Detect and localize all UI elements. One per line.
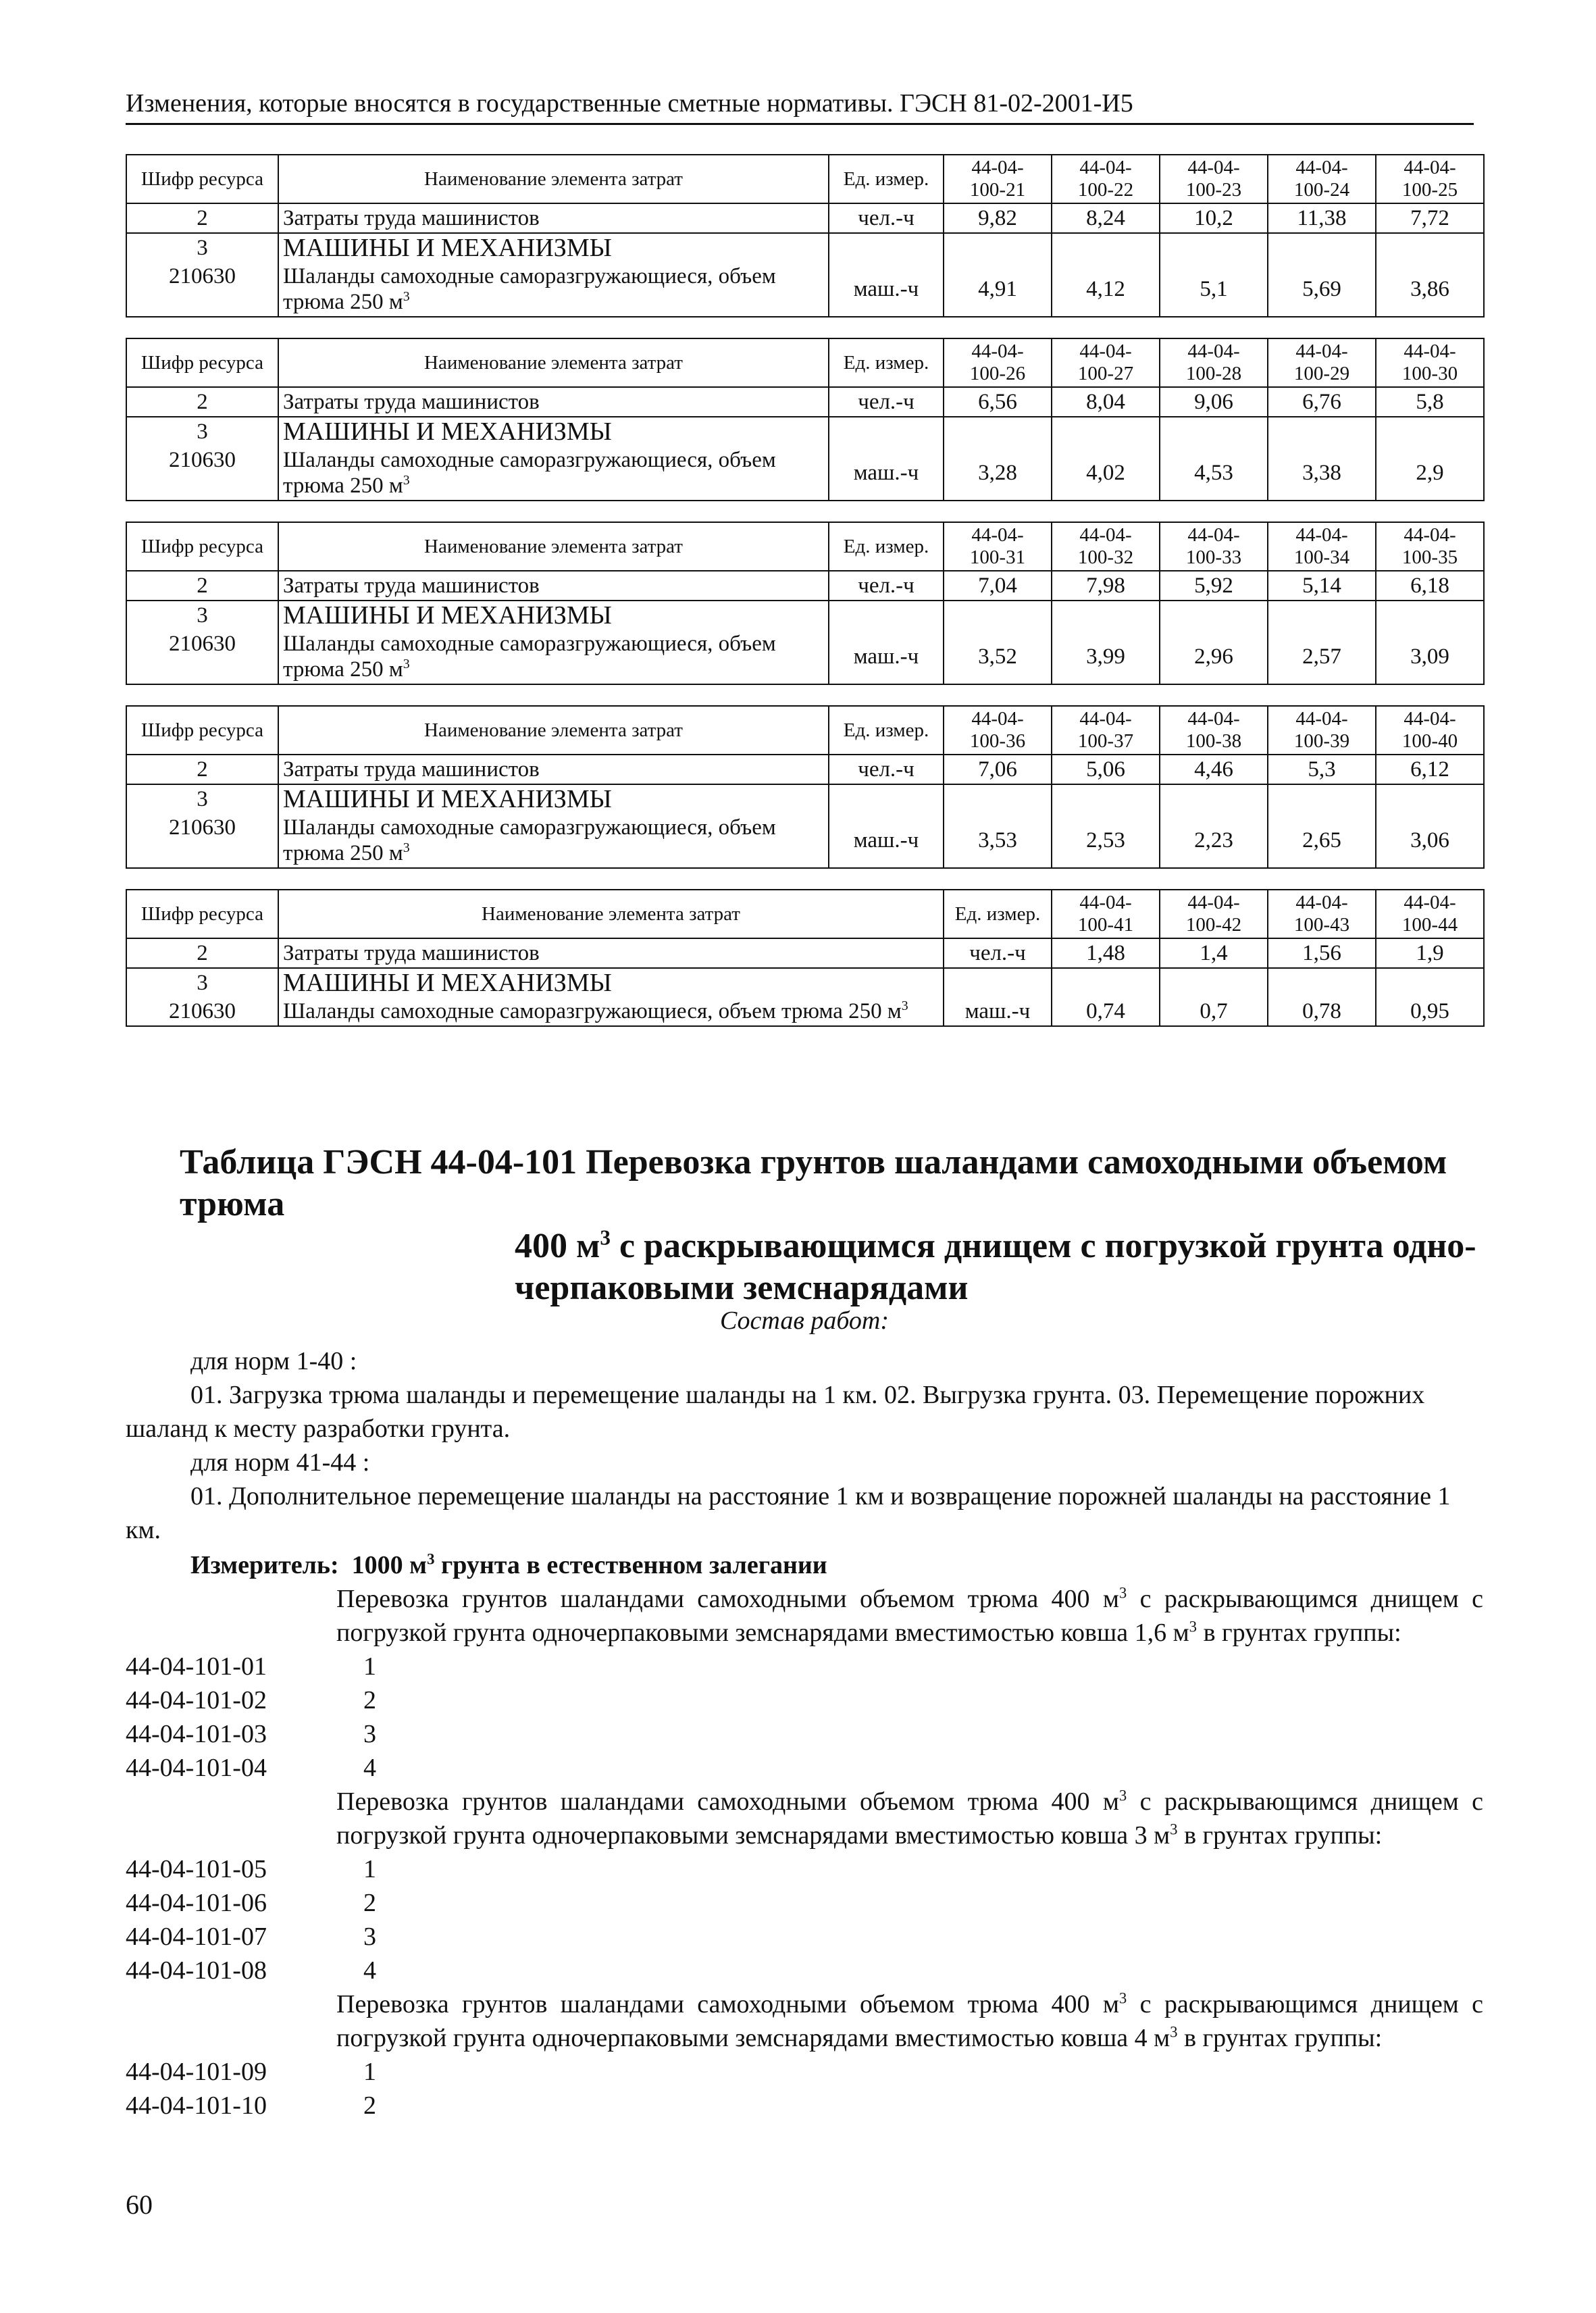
empty-cell xyxy=(944,601,1052,630)
header-code: Шифр ресурса xyxy=(126,155,278,203)
title-line-2: 400 $м^3$ с раскрывающимся днищем с погрузкой грунта одно- xyxy=(515,1225,1476,1265)
row-name: Шаланды самоходные саморазгружающиеся, объем трюма 250 $м^3$ xyxy=(278,630,829,684)
norm-groups xyxy=(126,1582,1483,2123)
norm-code: 44-04-101-01 xyxy=(126,1652,267,1681)
row-value: 2,57 xyxy=(1268,630,1376,684)
header-norm-code: 44-04- 100-30 xyxy=(1376,338,1484,387)
header-norm-code: 44-04- 100-44 xyxy=(1376,890,1484,938)
row-code: 210630 xyxy=(126,446,278,501)
header-norm-code: 44-04- 100-41 xyxy=(1052,890,1160,938)
list-item xyxy=(126,1886,1483,1920)
list-item xyxy=(126,1683,1483,1717)
composition-heading: Состав работ: xyxy=(719,1306,890,1335)
row-value: 4,12 xyxy=(1052,262,1160,317)
soil-group-number: 1 xyxy=(363,1652,376,1681)
superscript: 3 xyxy=(1118,1584,1127,1602)
header-norm-code: 44-04- 100-34 xyxy=(1268,522,1376,571)
empty-cell xyxy=(944,968,1052,997)
empty-cell xyxy=(1052,968,1160,997)
row-value: 5,1 xyxy=(1160,262,1268,317)
header-code: Шифр ресурса xyxy=(126,706,278,755)
table-row xyxy=(126,630,1484,684)
empty-cell xyxy=(1268,233,1376,262)
row-value: 3,99 xyxy=(1052,630,1160,684)
row-value: 10,2 xyxy=(1160,203,1268,233)
row-value: 5,3 xyxy=(1268,755,1376,784)
empty-cell xyxy=(829,601,944,630)
list-item xyxy=(126,1954,1483,1987)
empty-cell xyxy=(1376,233,1484,262)
superscript: 3 xyxy=(1189,1618,1198,1635)
row-value: 5,14 xyxy=(1268,571,1376,601)
header-norm-code: 44-04- 100-25 xyxy=(1376,155,1484,203)
row-unit: маш.-ч xyxy=(829,446,944,501)
row-value: 7,98 xyxy=(1052,571,1160,601)
list-item xyxy=(126,1650,1483,1683)
norm-code: 44-04-101-05 xyxy=(126,1855,267,1883)
soil-group-number: 3 xyxy=(363,1720,376,1748)
row-value: 6,76 xyxy=(1268,387,1376,417)
row-unit: чел.-ч xyxy=(829,203,944,233)
row-code: 210630 xyxy=(126,997,278,1026)
empty-cell xyxy=(1052,233,1160,262)
row-value: 2,96 xyxy=(1160,630,1268,684)
header-name: Наименование элемента затрат xyxy=(278,706,829,755)
measure-value: 1000 $м^3$ грунта в естественном залегании xyxy=(351,1550,827,1579)
table-header-row xyxy=(126,155,1484,203)
header-norm-code: 44-04- 100-40 xyxy=(1376,706,1484,755)
measure-line: Измеритель: 1000 $м^3$ грунта в естественном залегании xyxy=(190,1550,827,1579)
row-value: 3,06 xyxy=(1376,813,1484,868)
row-value: 2,9 xyxy=(1376,446,1484,501)
row-value: 4,46 xyxy=(1160,755,1268,784)
section-title: МАШИНЫ И МЕХАНИЗМЫ xyxy=(278,601,829,630)
soil-group-number: 3 xyxy=(363,1923,376,1951)
row-value: 4,91 xyxy=(944,262,1052,317)
header-norm-code: 44-04- 100-23 xyxy=(1160,155,1268,203)
row-name: Шаланды самоходные саморазгружающиеся, объем трюма 250 $м^3$ xyxy=(278,262,829,317)
header-norm-code: 44-04- 100-42 xyxy=(1160,890,1268,938)
row-value: 3,09 xyxy=(1376,630,1484,684)
row-value: 0,7 xyxy=(1160,997,1268,1026)
table-row xyxy=(126,784,1484,813)
row-value: 6,18 xyxy=(1376,571,1484,601)
empty-cell xyxy=(1268,417,1376,446)
empty-cell xyxy=(1376,784,1484,813)
row-value: 6,12 xyxy=(1376,755,1484,784)
list-item xyxy=(126,2089,1483,2123)
norms-1-40-label: для норм 1-40 : xyxy=(190,1347,357,1375)
superscript: 3 xyxy=(1170,1821,1178,1838)
row-name: Затраты труда машинистов xyxy=(278,387,829,417)
row-value: 1,48 xyxy=(1052,938,1160,968)
page-header: Изменения, которые вносятся в государственные сметные нормативы. ГЭСН 81-02-2001-И5 xyxy=(126,88,1474,125)
table-row xyxy=(126,387,1484,417)
list-item xyxy=(126,1852,1483,1886)
empty-cell xyxy=(1376,968,1484,997)
row-code: 2 xyxy=(126,938,278,968)
section-title: МАШИНЫ И МЕХАНИЗМЫ xyxy=(278,968,944,997)
row-value: 3,28 xyxy=(944,446,1052,501)
norm-table xyxy=(126,154,1485,317)
empty-cell xyxy=(1160,601,1268,630)
row-value: 8,04 xyxy=(1052,387,1160,417)
empty-cell xyxy=(1160,233,1268,262)
empty-cell xyxy=(1376,601,1484,630)
row-value: 5,06 xyxy=(1052,755,1160,784)
empty-cell xyxy=(1052,417,1160,446)
row-name: Затраты труда машинистов xyxy=(278,571,829,601)
table-title xyxy=(180,1142,1483,1309)
header-code: Шифр ресурса xyxy=(126,890,278,938)
row-value: 4,53 xyxy=(1160,446,1268,501)
row-value: 5,8 xyxy=(1376,387,1484,417)
work-composition xyxy=(126,1304,1483,2123)
header-norm-code: 44-04- 100-28 xyxy=(1160,338,1268,387)
norms-41-44-label: для норм 41-44 : xyxy=(190,1448,370,1477)
row-value: 5,69 xyxy=(1268,262,1376,317)
empty-cell xyxy=(944,417,1052,446)
header-unit: Ед. измер. xyxy=(829,522,944,571)
row-code: 210630 xyxy=(126,813,278,868)
norm-code: 44-04-101-10 xyxy=(126,2091,267,2120)
empty-cell xyxy=(1268,601,1376,630)
header-unit: Ед. измер. xyxy=(944,890,1052,938)
header-norm-code: 44-04- 100-33 xyxy=(1160,522,1268,571)
table-header-row xyxy=(126,706,1484,755)
header-norm-code: 44-04- 100-21 xyxy=(944,155,1052,203)
soil-group-number: 2 xyxy=(363,1889,376,1917)
header-unit: Ед. измер. xyxy=(829,706,944,755)
row-value: 2,53 xyxy=(1052,813,1160,868)
empty-cell xyxy=(829,233,944,262)
header-norm-code: 44-04- 100-43 xyxy=(1268,890,1376,938)
row-code: 3 xyxy=(126,233,278,262)
row-name: Затраты труда машинистов xyxy=(278,938,944,968)
row-name: Затраты труда машинистов xyxy=(278,755,829,784)
group-description: Перевозка грунтов шаландами самоходными объемом трюма 400 $м^3$ с раскрывающимся днищем с погрузкой грунта одночерпаковыми земснарядами вместимостью ковша 4 $м^3$ в грунтах группы: xyxy=(336,1989,1483,2052)
empty-cell xyxy=(1052,601,1160,630)
table-row xyxy=(126,571,1484,601)
norm-table xyxy=(126,889,1485,1027)
norm-code: 44-04-101-08 xyxy=(126,1956,267,1985)
row-value: 3,52 xyxy=(944,630,1052,684)
superscript: 3 xyxy=(1118,1787,1127,1804)
row-code: 3 xyxy=(126,601,278,630)
row-value: 11,38 xyxy=(1268,203,1376,233)
header-code: Шифр ресурса xyxy=(126,338,278,387)
row-value: 0,74 xyxy=(1052,997,1160,1026)
norms-1-40-text: 01. Загрузка трюма шаланды и перемещение шаланды на 1 км. 02. Выгрузка грунта. 03. Перемещение порожних шаланд к месту разработки грунта. xyxy=(126,1381,1425,1443)
row-value: 1,9 xyxy=(1376,938,1484,968)
table-header-row xyxy=(126,890,1484,938)
header-unit: Ед. измер. xyxy=(829,338,944,387)
table-row xyxy=(126,233,1484,262)
row-code: 3 xyxy=(126,968,278,997)
soil-group-number: 4 xyxy=(363,1754,376,1782)
section-title: МАШИНЫ И МЕХАНИЗМЫ xyxy=(278,233,829,262)
row-value: 6,56 xyxy=(944,387,1052,417)
row-name: Шаланды самоходные саморазгружающиеся, объем трюма 250 $м^3$ xyxy=(278,446,829,501)
superscript: 3 xyxy=(901,998,908,1013)
section-title: МАШИНЫ И МЕХАНИЗМЫ xyxy=(278,417,829,446)
row-value: 2,65 xyxy=(1268,813,1376,868)
header-unit: Ед. измер. xyxy=(829,155,944,203)
table-row xyxy=(126,938,1484,968)
row-value: 3,38 xyxy=(1268,446,1376,501)
row-value: 3,86 xyxy=(1376,262,1484,317)
row-unit: маш.-ч xyxy=(829,262,944,317)
row-code: 3 xyxy=(126,417,278,446)
row-value: 3,53 xyxy=(944,813,1052,868)
row-unit: чел.-ч xyxy=(829,755,944,784)
norm-code: 44-04-101-07 xyxy=(126,1923,267,1951)
superscript: 3 xyxy=(403,473,410,488)
header-norm-code: 44-04- 100-37 xyxy=(1052,706,1160,755)
soil-group-number: 2 xyxy=(363,2091,376,2120)
row-unit: маш.-ч xyxy=(829,630,944,684)
norm-tables xyxy=(126,154,1483,1047)
header-norm-code: 44-04- 100-36 xyxy=(944,706,1052,755)
table-header-row xyxy=(126,338,1484,387)
header-norm-code: 44-04- 100-29 xyxy=(1268,338,1376,387)
header-name: Наименование элемента затрат xyxy=(278,155,829,203)
row-value: 9,06 xyxy=(1160,387,1268,417)
norm-table xyxy=(126,522,1485,685)
table-row xyxy=(126,417,1484,446)
empty-cell xyxy=(1268,968,1376,997)
header-name: Наименование элемента затрат xyxy=(278,890,944,938)
soil-group-number: 1 xyxy=(363,1855,376,1883)
row-name: Затраты труда машинистов xyxy=(278,203,829,233)
norm-code: 44-04-101-09 xyxy=(126,2058,267,2086)
title-line-1: Таблица ГЭСН 44-04-101 Перевозка грунтов шаландами самоходными объемом трюма xyxy=(180,1143,1447,1223)
table-row xyxy=(126,813,1484,868)
row-unit: маш.-ч xyxy=(944,997,1052,1026)
header-norm-code: 44-04- 100-26 xyxy=(944,338,1052,387)
row-value: 7,06 xyxy=(944,755,1052,784)
row-code: 210630 xyxy=(126,630,278,684)
row-value: 8,24 xyxy=(1052,203,1160,233)
row-value: 7,04 xyxy=(944,571,1052,601)
list-item xyxy=(126,1920,1483,1954)
page-number: 60 xyxy=(126,2189,153,2220)
table-row xyxy=(126,203,1484,233)
empty-cell xyxy=(1376,417,1484,446)
empty-cell xyxy=(944,233,1052,262)
row-code: 2 xyxy=(126,387,278,417)
norm-code: 44-04-101-04 xyxy=(126,1754,267,1782)
norm-table xyxy=(126,338,1485,501)
row-value: 4,02 xyxy=(1052,446,1160,501)
header-code: Шифр ресурса xyxy=(126,522,278,571)
table-row xyxy=(126,446,1484,501)
norms-41-44-text: 01. Дополнительное перемещение шаланды на расстояние 1 км и возвращение порожней шаланды на расстояние 1 км. xyxy=(126,1482,1451,1544)
header-norm-code: 44-04- 100-38 xyxy=(1160,706,1268,755)
empty-cell xyxy=(1160,417,1268,446)
header-norm-code: 44-04- 100-27 xyxy=(1052,338,1160,387)
row-value: 0,78 xyxy=(1268,997,1376,1026)
header-norm-code: 44-04- 100-32 xyxy=(1052,522,1160,571)
norm-table xyxy=(126,705,1485,869)
table-row xyxy=(126,601,1484,630)
row-code: 3 xyxy=(126,784,278,813)
list-item xyxy=(126,2055,1483,2089)
row-code: 2 xyxy=(126,203,278,233)
header-norm-code: 44-04- 100-39 xyxy=(1268,706,1376,755)
row-value: 7,72 xyxy=(1376,203,1484,233)
table-header-row xyxy=(126,522,1484,571)
table-row xyxy=(126,997,1484,1026)
row-value: 1,56 xyxy=(1268,938,1376,968)
header-norm-code: 44-04- 100-24 xyxy=(1268,155,1376,203)
soil-group-number: 2 xyxy=(363,1686,376,1714)
superscript: 3 xyxy=(1118,1989,1127,2007)
row-name: Шаланды самоходные саморазгружающиеся, объем трюма 250 $м^3$ xyxy=(278,997,944,1026)
header-norm-code: 44-04- 100-35 xyxy=(1376,522,1484,571)
superscript: 3 xyxy=(1170,2023,1178,2041)
row-unit: маш.-ч xyxy=(829,813,944,868)
row-unit: чел.-ч xyxy=(829,571,944,601)
list-item xyxy=(126,1751,1483,1785)
row-unit: чел.-ч xyxy=(829,387,944,417)
empty-cell xyxy=(944,784,1052,813)
superscript: 3 xyxy=(403,657,410,671)
row-value: 0,95 xyxy=(1376,997,1484,1026)
table-row xyxy=(126,262,1484,317)
superscript: 3 xyxy=(403,840,410,855)
header-norm-code: 44-04- 100-31 xyxy=(944,522,1052,571)
title-line-3: черпаковыми земснарядами xyxy=(515,1269,969,1307)
list-item xyxy=(126,1717,1483,1751)
empty-cell xyxy=(1052,784,1160,813)
empty-cell xyxy=(1268,784,1376,813)
row-value: 5,92 xyxy=(1160,571,1268,601)
section-title: МАШИНЫ И МЕХАНИЗМЫ xyxy=(278,784,829,813)
soil-group-number: 1 xyxy=(363,2058,376,2086)
row-value: 9,82 xyxy=(944,203,1052,233)
header-name: Наименование элемента затрат xyxy=(278,522,829,571)
norm-code: 44-04-101-03 xyxy=(126,1720,267,1748)
row-code: 210630 xyxy=(126,262,278,317)
table-row xyxy=(126,968,1484,997)
empty-cell xyxy=(1160,968,1268,997)
row-name: Шаланды самоходные саморазгружающиеся, объем трюма 250 $м^3$ xyxy=(278,813,829,868)
row-code: 2 xyxy=(126,755,278,784)
header-norm-code: 44-04- 100-22 xyxy=(1052,155,1160,203)
empty-cell xyxy=(1160,784,1268,813)
row-unit: чел.-ч xyxy=(944,938,1052,968)
superscript: 3 xyxy=(403,289,410,304)
row-value: 2,23 xyxy=(1160,813,1268,868)
header-name: Наименование элемента затрат xyxy=(278,338,829,387)
row-value: 1,4 xyxy=(1160,938,1268,968)
soil-group-number: 4 xyxy=(363,1956,376,1985)
table-row xyxy=(126,755,1484,784)
row-code: 2 xyxy=(126,571,278,601)
empty-cell xyxy=(829,784,944,813)
empty-cell xyxy=(829,417,944,446)
norm-code: 44-04-101-06 xyxy=(126,1889,267,1917)
group-description: Перевозка грунтов шаландами самоходными объемом трюма 400 $м^3$ с раскрывающимся днищем с погрузкой грунта одночерпаковыми земснарядами вместимостью ковша 1,6 $м^3$ в грунтах группы: xyxy=(336,1584,1483,1647)
norm-code: 44-04-101-02 xyxy=(126,1686,267,1714)
group-description: Перевозка грунтов шаландами самоходными объемом трюма 400 $м^3$ с раскрывающимся днищем с погрузкой грунта одночерпаковыми земснарядами вместимостью ковша 3 $м^3$ в грунтах группы: xyxy=(336,1787,1483,1850)
